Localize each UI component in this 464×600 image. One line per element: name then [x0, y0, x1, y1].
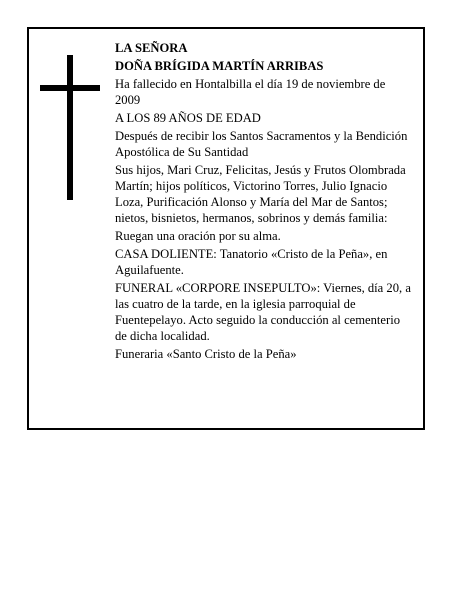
prayer-request: Ruegan una oración por su alma.	[115, 229, 281, 243]
deceased-name: DOÑA BRÍGIDA MARTÍN ARRIBAS	[115, 59, 324, 73]
death-statement: Ha fallecido en Hontalbilla el día 19 de noviembre de 2009	[115, 77, 386, 107]
notice-title: LA SEÑORA	[115, 41, 188, 55]
sacraments-statement: Después de recibir los Santos Sacramentos y la Bendición Apostólica de Su Santidad	[115, 129, 408, 159]
cross-vertical-bar	[67, 55, 73, 200]
funeral-details: FUNERAL «CORPORE INSEPULTO»: Viernes, día 20, a las cuatro de la tarde, en la iglesia parroquial de Fuentepelayo. Acto seguido la conducción al cementerio de dicha localidad.	[115, 281, 411, 343]
family-statement: Sus hijos, Mari Cruz, Felicitas, Jesús y Frutos Olombrada Martín; hijos políticos, Victorino Torres, Julio Ignacio Loza, Purificación Alonso y María del Mar de Santos; nietos, bisnietos, hermanos, sobrinos y demás familia:	[115, 163, 406, 225]
funeral-home: Funeraria «Santo Cristo de la Peña»	[115, 347, 297, 361]
obituary-card	[27, 27, 425, 430]
age-statement: A LOS 89 AÑOS DE EDAD	[115, 111, 261, 125]
latin-cross-icon	[40, 55, 100, 200]
mourning-house: CASA DOLIENTE: Tanatorio «Cristo de la Peña», en Aguilafuente.	[115, 247, 388, 277]
obituary-text	[115, 40, 413, 364]
cross-horizontal-bar	[40, 85, 100, 91]
